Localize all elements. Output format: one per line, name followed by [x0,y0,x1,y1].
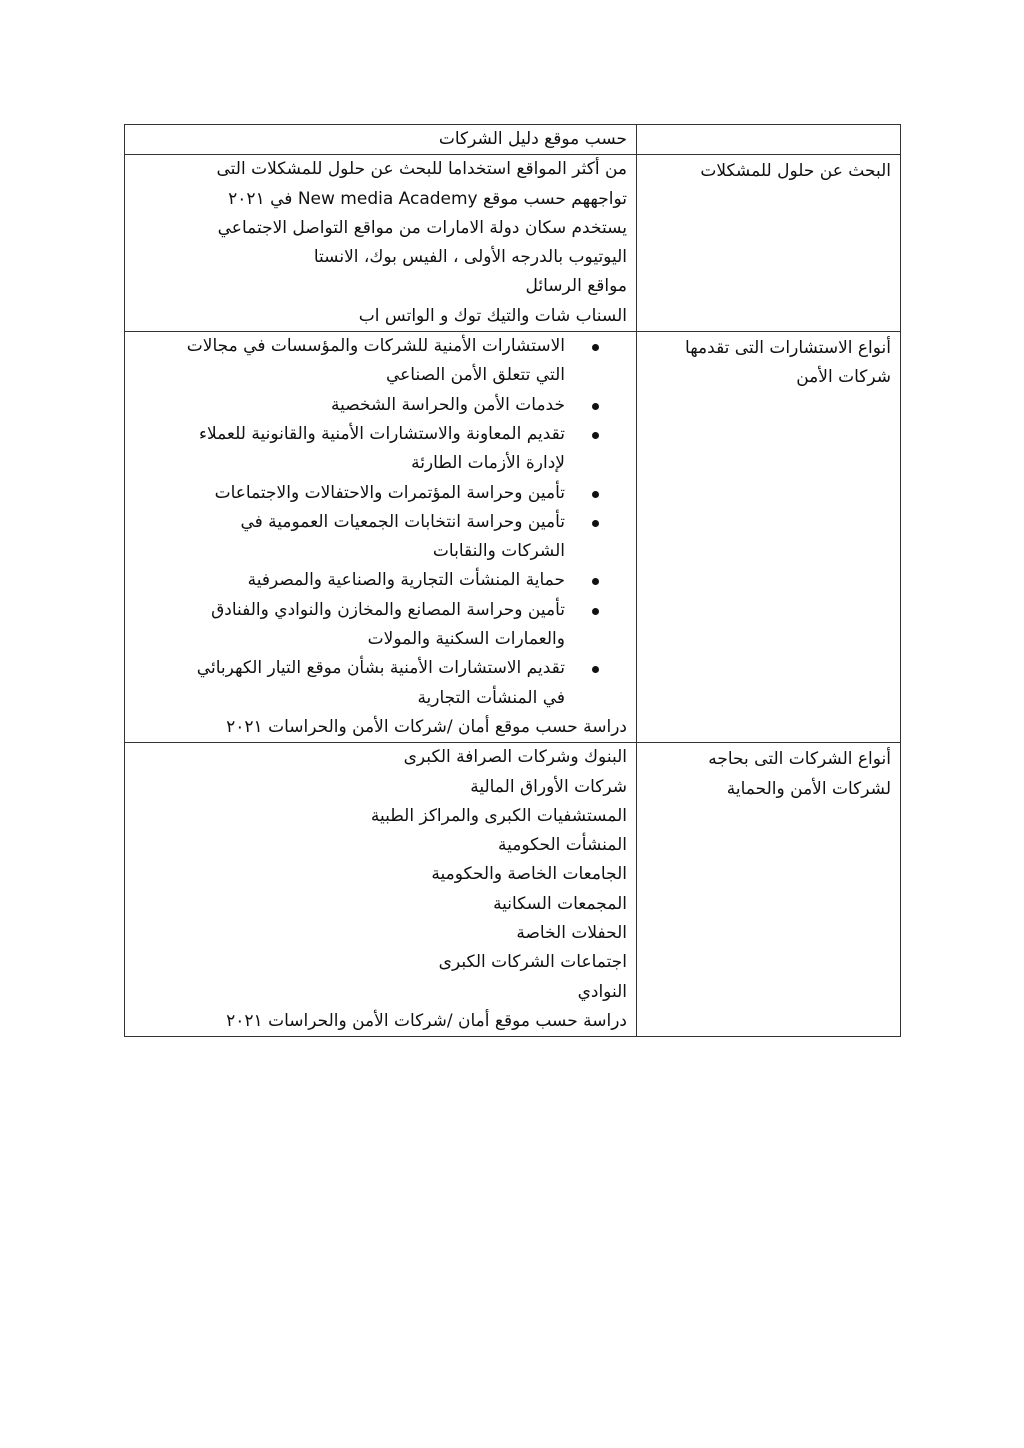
list-item [134,654,627,713]
content-line: تواجههم حسب موقع New media Academy في ٢٠٢١ [228,188,627,209]
bullet-icon [592,608,599,615]
bullet-text: تقديم المعاونة والاستشارات الأمنية والقانونية للعملاء [198,423,565,444]
list-item: المنشأت الحكومية [497,835,627,856]
list-item: الجامعات الخاصة والحكومية [431,864,627,885]
header-title: حسب موقع دليل الشركات [438,129,627,149]
content-line: يستخدم سكان دولة الامارات من مواقع التواصل الاجتماعي [217,217,627,238]
list-item: المجمعات السكانية [493,893,627,914]
bullet-text: تأمين وحراسة المصانع والمخازن والنوادي والفنادق [211,599,565,620]
consultations-bullet-list [134,332,627,713]
document-table [124,124,901,1037]
row-label-text: أنواع الاستشارات التى تقدمها [685,338,891,359]
row-content-company-types [125,743,637,1037]
row-content-consultations [125,332,637,743]
content-line: مواقع الرسائل [525,276,627,297]
bullet-text: خدمات الأمن والحراسة الشخصية [331,394,565,415]
bullet-text: لإدارة الأزمات الطارئة [411,453,565,474]
row-label-text: شركات الأمن [796,367,891,388]
list-item: شركات الأوراق المالية [470,776,627,797]
list-item: المستشفيات الكبرى والمراكز الطبية [370,805,627,826]
list-item [134,596,627,655]
source-note: دراسة حسب موقع أمان /شركات الأمن والحراسات ٢٠٢١ [226,1010,627,1031]
content-line: اليوتيوب بالدرجه الأولى ، الفيس بوك، الانستا [313,247,627,268]
content-line: من أكثر المواقع استخداما للبحث عن حلول للمشكلات التى [216,159,627,180]
list-item: الحفلات الخاصة [516,923,627,944]
list-item [134,566,627,595]
list-item: النوادي [577,981,627,1002]
content-line: السناب شات والتيك توك و الواتس اب [358,305,627,326]
row-label-text: لشركات الأمن والحماية [726,778,891,799]
bullet-text: الشركات والنقابات [432,541,565,562]
bullet-text: تقديم الاستشارات الأمنية بشأن موقع التيار الكهربائي [196,658,565,679]
row-content-problems [125,155,637,332]
list-item [134,479,627,508]
list-item: البنوك وشركات الصرافة الكبرى [403,747,627,768]
bullet-icon [592,578,599,585]
table-row-consultations [125,332,901,743]
bullet-text: تأمين وحراسة انتخابات الجمعيات العمومية في [240,511,565,532]
table-row-company-types [125,743,901,1037]
bullet-text: والعمارات السكنية والمولات [367,629,565,650]
list-item [134,332,627,391]
list-item [134,508,627,567]
bullet-text: التي تتعلق الأمن الصناعي [385,365,565,386]
bullet-icon [592,520,599,527]
table-header-row [125,125,901,155]
row-label-text: أنواع الشركات التى بحاجه [708,749,891,770]
table-row-problems [125,155,901,332]
row-label-text: البحث عن حلول للمشكلات [700,161,891,182]
bullet-icon [592,666,599,673]
bullet-icon [592,432,599,439]
list-item [134,391,627,420]
row-label-problems [637,155,901,332]
header-content-cell [125,125,637,155]
bullet-text: تأمين وحراسة المؤتمرات والاحتفالات والاجتماعات [214,482,565,503]
bullet-text: في المنشأت التجارية [417,687,565,708]
source-note: دراسة حسب موقع أمان /شركات الأمن والحراسات ٢٠٢١ [226,716,627,737]
bullet-text: الاستشارات الأمنية للشركات والمؤسسات في مجالات [186,336,565,357]
row-label-consultations [637,332,901,743]
bullet-icon [592,403,599,410]
bullet-icon [592,344,599,351]
bullet-text: حماية المنشأت التجارية والصناعية والمصرفية [247,570,565,591]
list-item: اجتماعات الشركات الكبرى [438,952,627,973]
row-label-company-types [637,743,901,1037]
bullet-icon [592,491,599,498]
header-label-cell [637,125,901,155]
list-item [134,420,627,479]
